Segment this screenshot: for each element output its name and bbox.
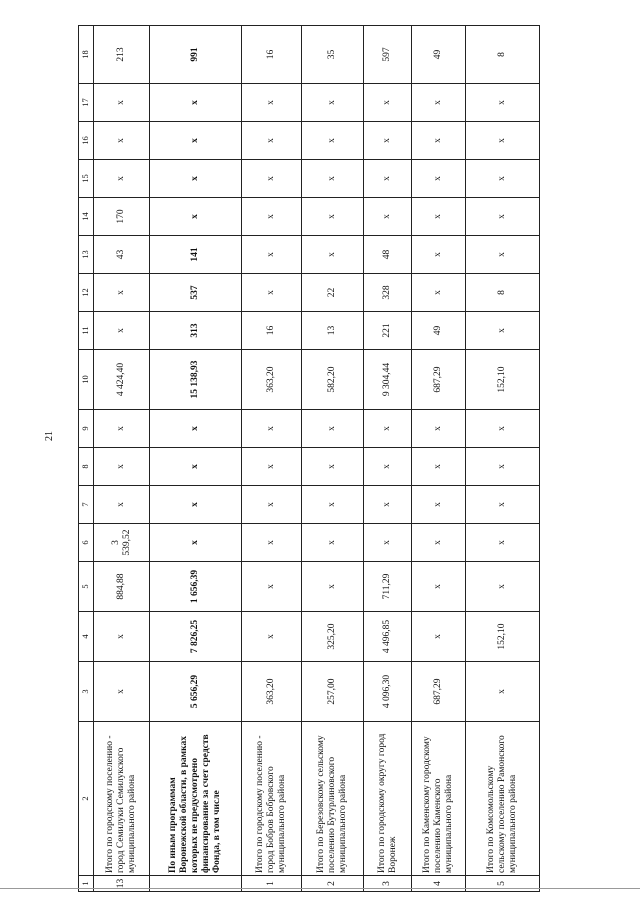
table-cell: 257,00 (302, 662, 364, 722)
column-number: 6 (79, 524, 94, 562)
table-cell: 313 (150, 312, 242, 350)
table-cell: 8 (466, 26, 540, 84)
table-cell: x (364, 524, 412, 562)
table-cell: 13 (302, 312, 364, 350)
table-row (364, 26, 412, 892)
table-cell: x (412, 84, 466, 122)
table-cell: x (150, 448, 242, 486)
table-cell: x (302, 160, 364, 198)
table-cell: x (150, 410, 242, 448)
row-label-cell: Итого по городскому поселению - город Бобров Бобровского муниципального района (242, 722, 302, 876)
page-number: 21 (44, 431, 55, 441)
table-cell: 687,29 (412, 350, 466, 410)
table-cell (150, 876, 242, 892)
table-cell: x (94, 662, 150, 722)
table-cell: x (302, 198, 364, 236)
table-cell: x (412, 160, 466, 198)
table-cell: 5 656,29 (150, 662, 242, 722)
table-cell: 711,29 (364, 562, 412, 612)
column-number: 1 (79, 876, 94, 892)
table-cell: 363,20 (242, 662, 302, 722)
table-cell: x (302, 410, 364, 448)
row-label-cell: По иным программам Воронежской области, в рамках которых не предусмотрено финансирование за счет средств Фонда, в том числе (150, 722, 242, 876)
table-cell: x (94, 410, 150, 448)
column-number: 11 (79, 312, 94, 350)
table-cell: x (412, 448, 466, 486)
table-cell: 2 (302, 876, 364, 892)
table-cell: x (412, 198, 466, 236)
table-cell: 152,10 (466, 350, 540, 410)
table-cell: x (242, 160, 302, 198)
table-cell: x (466, 122, 540, 160)
table-cell: 141 (150, 236, 242, 274)
row-label-cell: Итого по Березовскому сельскому поселению Бутурлиновского муниципального района (302, 722, 364, 876)
housing-data-table (78, 25, 540, 892)
table-cell: 221 (364, 312, 412, 350)
table-cell: 22 (302, 274, 364, 312)
table-cell: x (94, 312, 150, 350)
table-cell: x (466, 486, 540, 524)
table-cell: 687,29 (412, 662, 466, 722)
table-cell: 4 496,85 (364, 612, 412, 662)
table-cell: 4 424,40 (94, 350, 150, 410)
table-cell: 9 304,44 (364, 350, 412, 410)
column-number: 17 (79, 84, 94, 122)
table-cell: 43 (94, 236, 150, 274)
table-cell: x (364, 160, 412, 198)
table-cell: 3 (364, 876, 412, 892)
rotated-table-container (78, 30, 578, 892)
column-number: 8 (79, 448, 94, 486)
table-cell: x (242, 612, 302, 662)
table-cell: 325,20 (302, 612, 364, 662)
table-cell: x (302, 486, 364, 524)
table-cell: 582,20 (302, 350, 364, 410)
column-number: 5 (79, 562, 94, 612)
table-cell: x (150, 524, 242, 562)
column-number-row (79, 26, 94, 892)
table-row (412, 26, 466, 892)
table-cell: x (466, 312, 540, 350)
column-number: 9 (79, 410, 94, 448)
table-cell: 213 (94, 26, 150, 84)
table-cell: x (242, 122, 302, 160)
table-cell: 363,20 (242, 350, 302, 410)
table-cell: x (94, 612, 150, 662)
table-cell: x (302, 562, 364, 612)
table-cell: 49 (412, 26, 466, 84)
table-cell: 4 (412, 876, 466, 892)
table-cell: x (466, 524, 540, 562)
table-cell: 170 (94, 198, 150, 236)
table-cell: x (242, 274, 302, 312)
table-cell: x (466, 84, 540, 122)
table-cell: x (466, 198, 540, 236)
table-cell: x (364, 84, 412, 122)
column-number: 13 (79, 236, 94, 274)
table-cell: x (412, 562, 466, 612)
table-cell: 597 (364, 26, 412, 84)
page-bottom-rule (0, 888, 640, 889)
row-label-cell: Итого по городскому поселению - город Семилуки Семилукского муниципального района (94, 722, 150, 876)
table-cell: x (94, 448, 150, 486)
column-number: 18 (79, 26, 94, 84)
table-cell: x (150, 122, 242, 160)
column-number: 10 (79, 350, 94, 410)
column-number: 15 (79, 160, 94, 198)
table-cell: x (150, 198, 242, 236)
table-cell: x (94, 160, 150, 198)
table-cell: x (412, 274, 466, 312)
table-cell: x (466, 662, 540, 722)
table-cell: 15 138,93 (150, 350, 242, 410)
table-cell: 4 096,30 (364, 662, 412, 722)
table-row (242, 26, 302, 892)
table-cell: x (412, 236, 466, 274)
table-cell: 328 (364, 274, 412, 312)
table-cell: x (242, 198, 302, 236)
table-cell: x (412, 410, 466, 448)
row-label-cell: Итого по Комсомольскому сельскому поселению Рамонского муниципального района (466, 722, 540, 876)
table-cell: x (150, 160, 242, 198)
table-cell: 7 826,25 (150, 612, 242, 662)
table-row (94, 26, 150, 892)
table-cell: 16 (242, 312, 302, 350)
table-cell: x (242, 410, 302, 448)
table-cell: x (466, 410, 540, 448)
table-cell: 1 (242, 876, 302, 892)
column-number: 12 (79, 274, 94, 312)
column-number: 14 (79, 198, 94, 236)
table-cell: 49 (412, 312, 466, 350)
table-cell: x (466, 160, 540, 198)
table-cell: x (242, 524, 302, 562)
row-label-cell: Итого по городскому округу город Воронеж (364, 722, 412, 876)
column-number: 7 (79, 486, 94, 524)
table-cell: x (94, 486, 150, 524)
table-cell: x (242, 486, 302, 524)
table-row (302, 26, 364, 892)
table-cell: 48 (364, 236, 412, 274)
table-cell: 13 (94, 876, 150, 892)
table-cell: x (466, 562, 540, 612)
table-row (150, 26, 242, 892)
table-cell: x (412, 524, 466, 562)
table-cell: x (364, 198, 412, 236)
table-cell: 5 (466, 876, 540, 892)
table-cell: x (242, 236, 302, 274)
table-cell: x (364, 486, 412, 524)
column-number: 4 (79, 612, 94, 662)
table-cell: x (302, 448, 364, 486)
table-cell: x (150, 486, 242, 524)
table-cell: 8 (466, 274, 540, 312)
table-cell: 152,10 (466, 612, 540, 662)
column-number: 3 (79, 662, 94, 722)
table-cell: x (412, 486, 466, 524)
table-cell: x (242, 562, 302, 612)
row-label-cell: Итого по Каменскому городскому поселению Каменского муниципального района (412, 722, 466, 876)
table-cell: 991 (150, 26, 242, 84)
table-cell: x (364, 122, 412, 160)
column-number: 16 (79, 122, 94, 160)
table-cell: x (94, 84, 150, 122)
table-cell: x (302, 524, 364, 562)
table-cell: x (242, 84, 302, 122)
table-cell: 3 539,52 (94, 524, 150, 562)
table-cell: 35 (302, 26, 364, 84)
table-cell: x (412, 612, 466, 662)
table-cell: x (302, 236, 364, 274)
table-cell: x (302, 122, 364, 160)
table-cell: x (150, 84, 242, 122)
column-number: 2 (79, 722, 94, 876)
table-cell: x (94, 122, 150, 160)
table-cell: 537 (150, 274, 242, 312)
table-cell: 1 656,39 (150, 562, 242, 612)
table-cell: x (466, 236, 540, 274)
table-cell: x (94, 274, 150, 312)
table-cell: x (242, 448, 302, 486)
table-cell: 16 (242, 26, 302, 84)
table-row (466, 26, 540, 892)
table-cell: 884,88 (94, 562, 150, 612)
table-cell: x (364, 410, 412, 448)
table-cell: x (412, 122, 466, 160)
table-cell: x (364, 448, 412, 486)
table-cell: x (466, 448, 540, 486)
table-cell: x (302, 84, 364, 122)
